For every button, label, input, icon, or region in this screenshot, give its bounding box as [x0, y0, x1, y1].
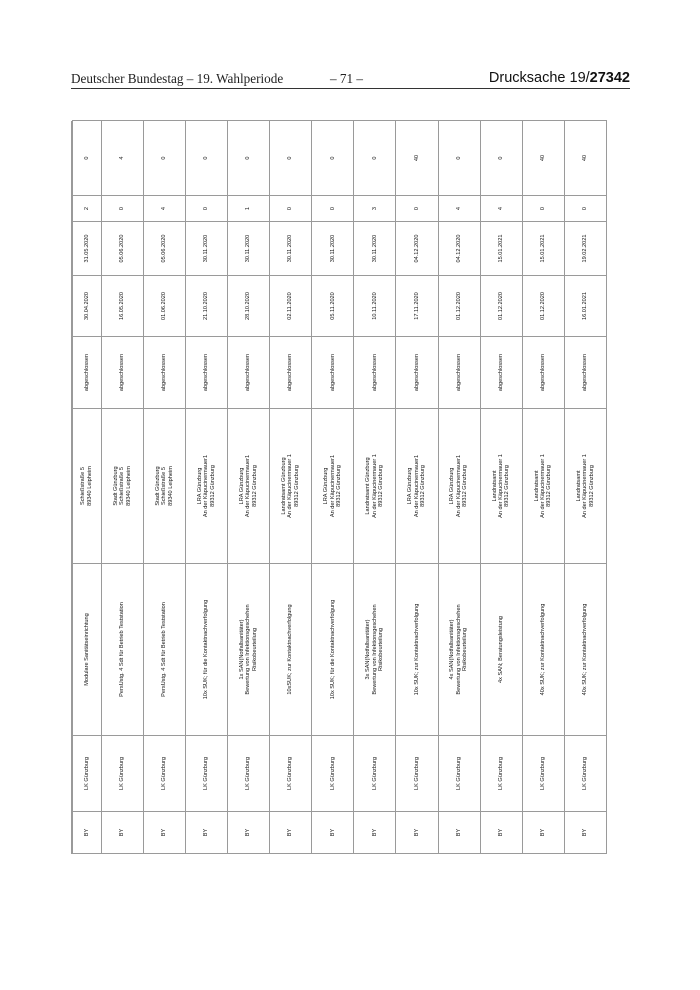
cell-status: abgeschlossen	[228, 337, 270, 409]
cell-ende: 04.12.2020	[438, 222, 480, 276]
cell-n1: 4	[438, 196, 480, 222]
cell-beginn: 28.10.2020	[228, 276, 270, 337]
cell-land: BY	[396, 812, 438, 854]
cell-n2: 0	[312, 121, 354, 196]
table-row	[438, 121, 480, 854]
cell-beginn: 01.12.2020	[480, 276, 522, 337]
cell-status: abgeschlossen	[564, 337, 606, 409]
cell-ende: 04.12.2020	[396, 222, 438, 276]
cell-beginn: 01.12.2020	[438, 276, 480, 337]
cell-beginn: 30.04.2020	[73, 276, 102, 337]
cell-n1: 2	[73, 196, 102, 222]
cell-adresse: LRA Günzburg An der Käpucinermauer1 89312 Günzburg	[312, 409, 354, 564]
cell-land: BY	[73, 812, 102, 854]
cell-massnahme: 1x SAN(Notfallsanitäter) Bewertung von Infektionsgeschehen Risikobeurteilung	[228, 564, 270, 736]
cell-n2: 0	[228, 121, 270, 196]
cell-n2: 0	[354, 121, 396, 196]
cell-massnahme: 40x SUK; zur Kontaktnachverfolgung	[564, 564, 606, 736]
cell-land: BY	[354, 812, 396, 854]
cell-massnahme: 4x SAN; Beratungsleistung	[480, 564, 522, 736]
cell-kreis: LK Günzburg	[480, 736, 522, 812]
page-number: – 71 –	[330, 71, 363, 86]
cell-land: BY	[101, 812, 143, 854]
cell-kreis: LK Günzburg	[228, 736, 270, 812]
cell-n2: 4	[101, 121, 143, 196]
table-row	[73, 121, 102, 854]
cell-beginn: 16.01.2021	[564, 276, 606, 337]
cell-kreis: LK Günzburg	[354, 736, 396, 812]
cell-status: abgeschlossen	[438, 337, 480, 409]
cell-n1: 4	[143, 196, 185, 222]
cell-adresse: Landratsamt Günzburg An der Käpucinermauer 1 89312 Günzburg	[354, 409, 396, 564]
rotated-table	[72, 121, 607, 854]
cell-n1: 4	[480, 196, 522, 222]
rotated-table-frame	[71, 121, 607, 854]
deployment-table	[72, 120, 607, 854]
cell-land: BY	[312, 812, 354, 854]
document-series-title: Deutscher Bundestag – 19. Wahlperiode	[71, 71, 284, 86]
cell-n2: 0	[185, 121, 227, 196]
table-row	[185, 121, 227, 854]
cell-beginn: 01.06.2020	[143, 276, 185, 337]
cell-kreis: LK Günzburg	[438, 736, 480, 812]
cell-status: abgeschlossen	[185, 337, 227, 409]
document-number	[489, 70, 630, 86]
cell-n1: 0	[564, 196, 606, 222]
cell-adresse: LRA Günzburg An der Käpucinermauer1 89312 Günzburg	[228, 409, 270, 564]
cell-status: abgeschlossen	[396, 337, 438, 409]
cell-ende: 05.06.2020	[101, 222, 143, 276]
header-rule	[71, 88, 630, 89]
cell-kreis: LK Günzburg	[143, 736, 185, 812]
cell-land: BY	[185, 812, 227, 854]
cell-n1: 3	[354, 196, 396, 222]
cell-massnahme: 40x SUK; zur Kontaktnachverfolgung	[522, 564, 564, 736]
cell-massnahme: 10x SUK; für die Kontaktnachverfolgung	[312, 564, 354, 736]
table-row	[143, 121, 185, 854]
cell-n2: 40	[522, 121, 564, 196]
cell-ende: 30.11.2020	[185, 222, 227, 276]
cell-status: abgeschlossen	[480, 337, 522, 409]
cell-land: BY	[480, 812, 522, 854]
cell-kreis: LK Günzburg	[270, 736, 312, 812]
cell-kreis: LK Günzburg	[564, 736, 606, 812]
cell-beginn: 10.11.2020	[354, 276, 396, 337]
cell-n2: 40	[564, 121, 606, 196]
cell-massnahme: PersUstg. 4 Sdt für Betrieb Teststation	[143, 564, 185, 736]
document-number-part1: 19/	[569, 70, 590, 86]
cell-status: abgeschlossen	[101, 337, 143, 409]
cell-adresse: Landratsamt An der Käpucinermauer 1 89312 Günzburg	[480, 409, 522, 564]
cell-adresse: Landratsamt Günzburg An der Käpucinermauer 1 89312 Günzburg	[270, 409, 312, 564]
cell-n2: 0	[73, 121, 102, 196]
cell-n1: 0	[101, 196, 143, 222]
table-row	[564, 121, 606, 854]
cell-adresse: LRA Günzburg An der Käpucinermauer1 89312 Günzburg	[185, 409, 227, 564]
cell-adresse: Stadt Günzburg Schießstraße 5 89340 Leipheim	[101, 409, 143, 564]
cell-massnahme: Modulare Sanitätseinrichtung	[73, 564, 102, 736]
table-row	[312, 121, 354, 854]
table-row	[228, 121, 270, 854]
table-row	[101, 121, 143, 854]
cell-beginn: 01.12.2020	[522, 276, 564, 337]
cell-ende: 30.11.2020	[312, 222, 354, 276]
cell-n2: 0	[438, 121, 480, 196]
cell-n2: 0	[143, 121, 185, 196]
cell-kreis: LK Günzburg	[522, 736, 564, 812]
cell-status: abgeschlossen	[312, 337, 354, 409]
cell-ende: 30.11.2020	[270, 222, 312, 276]
table-row	[396, 121, 438, 854]
cell-adresse: LRA Günzburg An der Käpucinermauer1 89312 Günzburg	[438, 409, 480, 564]
cell-status: abgeschlossen	[73, 337, 102, 409]
document-prefix: Drucksache	[488, 70, 570, 86]
table-body	[73, 121, 607, 854]
cell-kreis: LK Günzburg	[185, 736, 227, 812]
cell-n1: 1	[228, 196, 270, 222]
cell-n1: 0	[312, 196, 354, 222]
cell-n2: 0	[270, 121, 312, 196]
cell-ende: 19.02.2021	[564, 222, 606, 276]
cell-adresse: Landratsamt An der Käpucinermauer 1 89312 Günzburg	[522, 409, 564, 564]
cell-land: BY	[270, 812, 312, 854]
cell-beginn: 02.11.2020	[270, 276, 312, 337]
cell-adresse: LRA Günzburg An der Käpucinermauer1 89312 Günzburg	[396, 409, 438, 564]
cell-ende: 30.11.2020	[228, 222, 270, 276]
cell-ende: 31.05.2020	[73, 222, 102, 276]
cell-beginn: 16.05.2020	[101, 276, 143, 337]
cell-status: abgeschlossen	[143, 337, 185, 409]
cell-status: abgeschlossen	[270, 337, 312, 409]
cell-kreis: LK Günzburg	[312, 736, 354, 812]
cell-massnahme: 4x SAN(Notfallsanitäter) Bewertung von Infektionsgeschehen Risikobeurteilung	[438, 564, 480, 736]
cell-kreis: LK Günzburg	[73, 736, 102, 812]
cell-land: BY	[438, 812, 480, 854]
cell-status: abgeschlossen	[354, 337, 396, 409]
cell-adresse: Landratsamt An der Käpucinermauer 1 89312 Günzburg	[564, 409, 606, 564]
cell-adresse: Stadt Günzburg Schießstraße 5 89340 Leipheim	[143, 409, 185, 564]
table-row	[480, 121, 522, 854]
cell-land: BY	[522, 812, 564, 854]
cell-n1: 0	[396, 196, 438, 222]
cell-n2: 40	[396, 121, 438, 196]
cell-n2: 0	[480, 121, 522, 196]
cell-massnahme: PersUstg. 4 Sdt für Betrieb Teststation	[101, 564, 143, 736]
cell-status: abgeschlossen	[522, 337, 564, 409]
cell-n1: 0	[270, 196, 312, 222]
table-row	[522, 121, 564, 854]
cell-massnahme: 10x SUK; zur Kontaktnachverfolgung	[396, 564, 438, 736]
cell-massnahme: 10x SUK; für die Kontaktnachverfolgung	[185, 564, 227, 736]
cell-ende: 05.06.2020	[143, 222, 185, 276]
cell-ende: 30.11.2020	[354, 222, 396, 276]
document-number-part2: 27342	[589, 70, 630, 86]
table-row	[270, 121, 312, 854]
table-row	[354, 121, 396, 854]
cell-land: BY	[143, 812, 185, 854]
cell-beginn: 21.10.2020	[185, 276, 227, 337]
cell-adresse: Schießstraße 5 89340 Leipheim	[73, 409, 102, 564]
cell-land: BY	[564, 812, 606, 854]
cell-n1: 0	[522, 196, 564, 222]
cell-n1: 0	[185, 196, 227, 222]
cell-ende: 15.01.2021	[480, 222, 522, 276]
cell-beginn: 17.11.2020	[396, 276, 438, 337]
cell-kreis: LK Günzburg	[101, 736, 143, 812]
cell-ende: 15.01.2021	[522, 222, 564, 276]
cell-land: BY	[228, 812, 270, 854]
cell-kreis: LK Günzburg	[396, 736, 438, 812]
cell-massnahme: 3x SAN(Notfallsanitäter) Bewertung von Infektionsgeschehen Risikobeurteilung	[354, 564, 396, 736]
cell-massnahme: 10xSUK; zur Kontaktnachverfolgung	[270, 564, 312, 736]
cell-beginn: 05.11.2020	[312, 276, 354, 337]
